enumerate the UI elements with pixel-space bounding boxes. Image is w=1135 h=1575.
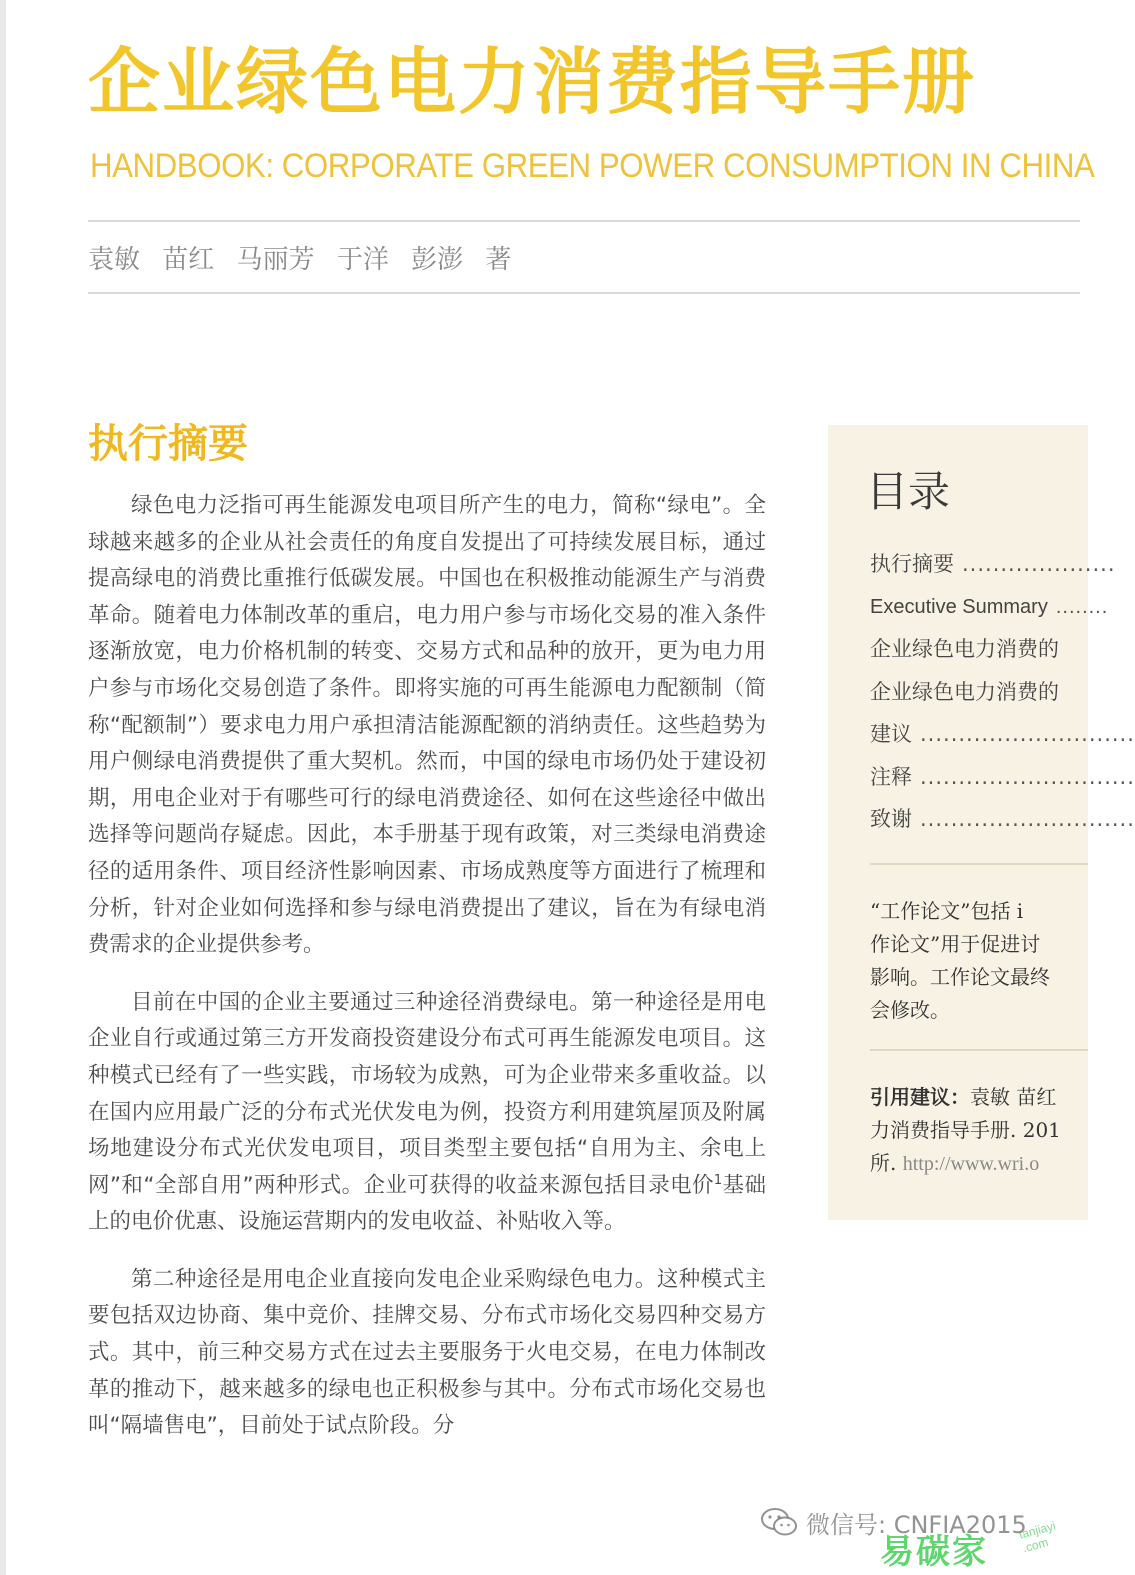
page-edge	[0, 0, 6, 1575]
toc-item-label: Executive Summary	[870, 595, 1048, 618]
summary-paragraph	[88, 985, 766, 1241]
paragraph-text: 基础上的电价优惠、设施运营期内的发电收益、补贴收入等。	[88, 1172, 766, 1235]
sidebar-divider	[870, 1049, 1088, 1051]
citation-line	[870, 1147, 1130, 1181]
paragraph-text: 目前在中国的企业主要通过三种途径消费绿电。第一种途径是用电企业自行或通过第三方开发商投资建设分布式可再生能源发电项目。这种模式已经有了一些实践，市场较为成熟，可为企业带来多重收益。以在国内应用最广泛的分布式光伏发电为例，投资方利用建筑屋顶及附属场地建设分布式光伏发电项目，项目类型主要包括“自用为主、余电上网”和“全部自用”两种形式。企业可获得的收益来源包括目录电价	[88, 989, 766, 1198]
working-paper-note	[870, 895, 1130, 1027]
note-line: 会修改。	[870, 998, 950, 1022]
toc-leader-dots: ....................	[962, 552, 1116, 576]
divider-authors	[88, 292, 1080, 294]
toc-leader-dots: ............................	[920, 722, 1135, 746]
summary-paragraph: 绿色电力泛指可再生能源发电项目所产生的电力，简称“绿电”。全球越来越多的企业从社会责任的角度自发提出了可持续发展目标，通过提高绿电的消费比重推行低碳发展。中国也在积极推动能源生产与消费革命。随着电力体制改革的重启，电力用户参与市场化交易的准入条件逐渐放宽，电力价格机制的转变、交易方式和品种的放开，更为电力用户参与市场化交易创造了条件。即将实施的可再生能源电力配额制（简称“配额制”）要求电力用户承担清洁能源配额的消纳责任。这些趋势为用户侧绿电消费提供了重大契机。然而，中国的绿电市场仍处于建设初期，用电企业对于有哪些可行的绿电消费途径、如何在这些途径中做出选择等问题尚存疑虑。因此，本手册基于现有政策，对三类绿电消费途径的适用条件、项目经济性影响因素、市场成熟度等方面进行了梳理和分析，针对企业如何选择和参与绿电消费提出了建议，旨在为有绿电消费需求的企业提供参考。	[88, 493, 766, 958]
divider-top	[88, 220, 1080, 222]
toc-item[interactable]	[870, 628, 1110, 671]
citation-block	[870, 1081, 1130, 1181]
wechat-id-text: 微信号: CNFIA2015	[806, 1510, 1027, 1539]
toc-item[interactable]	[870, 671, 1110, 714]
citation-url-link[interactable]: http://www.wri.o	[902, 1153, 1040, 1175]
author-name: 苗红	[162, 245, 215, 275]
handbook-title-cn: 企业绿色电力消费指导手册	[88, 40, 977, 124]
author-name: 袁敏	[88, 245, 141, 275]
footnote-ref[interactable]: 1	[713, 1172, 723, 1188]
citation-label: 引用建议：	[870, 1085, 970, 1109]
citation-source: 所.	[870, 1151, 897, 1175]
toc-item-label: 执行摘要	[870, 552, 954, 576]
toc-item[interactable]	[870, 543, 1116, 586]
sidebar-divider	[870, 863, 1088, 865]
wechat-icon	[760, 1507, 798, 1537]
brand-watermark: 易碳家	[880, 1532, 988, 1572]
note-line: 影响。工作论文最终	[870, 965, 1050, 989]
toc-item-label: 注释	[870, 764, 912, 789]
author-list	[88, 240, 525, 280]
author-name: 彭澎	[411, 245, 464, 275]
handbook-title-en: HANDBOOK: CORPORATE GREEN POWER CONSUMPTION IN CHINA	[90, 147, 1095, 185]
toc-leader-dots: ............................	[920, 807, 1135, 831]
note-line: “工作论文”包括 i	[870, 899, 1024, 923]
toc-item-label: 企业绿色电力消费的	[870, 679, 1059, 704]
author-name: 于洋	[336, 245, 389, 275]
citation-authors: 袁敏 苗红	[970, 1085, 1057, 1109]
toc-item[interactable]	[870, 756, 1135, 799]
section-heading-summary: 执行摘要	[88, 421, 248, 467]
toc-item-label: 企业绿色电力消费的	[870, 637, 1059, 661]
brand-watermark-domain: tanjiayi .com	[1017, 1518, 1058, 1556]
toc-title: 目录	[866, 467, 951, 516]
toc-item[interactable]	[870, 713, 1135, 756]
citation-line: 力消费指导手册. 201	[870, 1118, 1061, 1142]
toc-list	[870, 543, 1135, 841]
summary-body	[88, 488, 766, 1466]
toc-leader-dots: ............................	[920, 764, 1135, 789]
toc-item-label: 致谢	[870, 807, 912, 831]
toc-item-label: 建议	[870, 722, 912, 746]
citation-line	[870, 1081, 1130, 1114]
toc-leader-dots: ........	[1055, 595, 1109, 618]
toc-item[interactable]	[870, 798, 1135, 841]
author-suffix: 著	[485, 245, 512, 275]
toc-sidebar	[828, 425, 1135, 1220]
author-name: 马丽芳	[236, 245, 315, 275]
summary-paragraph: 第二种途径是用电企业直接向发电企业采购绿色电力。这种模式主要包括双边协商、集中竞价、挂牌交易、分布式市场化交易四种交易方式。其中，前三种交易方式在过去主要服务于火电交易，在电力体制改革的推动下，越来越多的绿电也正积极参与其中。分布式市场化交易也叫“隔墙售电”，目前处于试点阶段。分	[88, 1266, 766, 1439]
toc-item[interactable]	[870, 586, 1110, 629]
note-line: 作论文”用于促进讨	[870, 932, 1041, 956]
